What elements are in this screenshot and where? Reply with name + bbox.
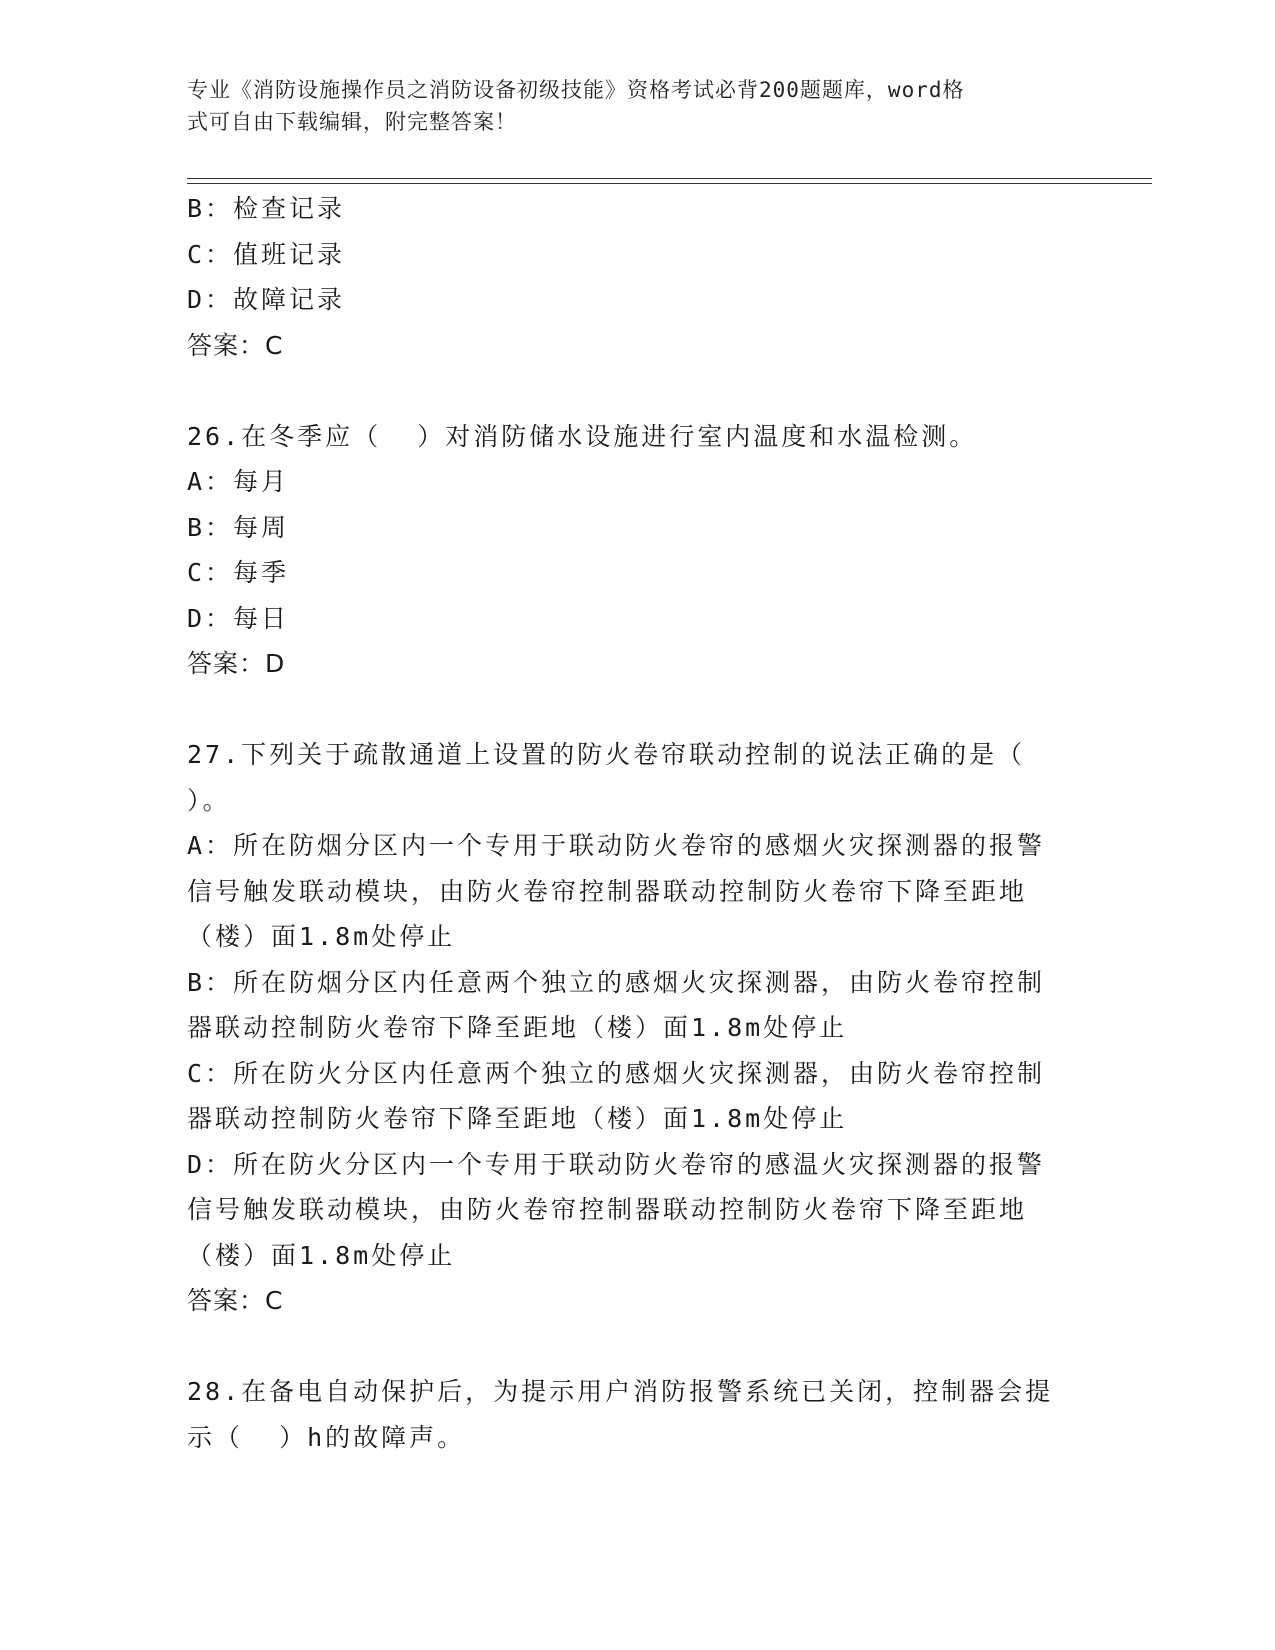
header-divider-top (187, 178, 1152, 179)
answer-line: 答案：C (187, 1286, 284, 1315)
option-c-line-2: 器联动控制防火卷帘下降至距地（楼）面1.8m处停止 (187, 1104, 848, 1133)
spacer (187, 1324, 1087, 1370)
option-d-line-2: 信号触发联动模块，由防火卷帘控制器联动控制防火卷帘下降至距地 (187, 1195, 1028, 1224)
option-c: C：每季 (187, 558, 290, 587)
option-d-line-1: D：所在防火分区内一个专用于联动防火卷帘的感温火灾探测器的报警 (187, 1149, 1046, 1179)
header-line-1: 专业《消防设施操作员之消防设备初级技能》资格考试必背200题题库，word格 (187, 78, 965, 102)
option-b-line-1: B：所在防烟分区内任意两个独立的感烟火灾探测器，由防火卷帘控制 (187, 967, 1046, 997)
question-text-line-1: 28.在备电自动保护后，为提示用户消防报警系统已关闭，控制器会提 (187, 1377, 1054, 1406)
spacer (187, 687, 1087, 733)
question-26 (187, 414, 1087, 687)
question-25-continued (187, 186, 1087, 368)
option-d: D：每日 (187, 603, 290, 633)
option-b: B：检查记录 (187, 194, 346, 223)
question-text-line-2: ）。 (187, 785, 231, 815)
option-c-line-1: C：所在防火分区内任意两个独立的感烟火灾探测器，由防火卷帘控制 (187, 1058, 1046, 1088)
document-header (187, 74, 1067, 138)
option-a-line-3: （楼）面1.8m处停止 (187, 922, 456, 951)
option-c: C：值班记录 (187, 239, 346, 269)
question-text-line-1: 27.下列关于疏散通道上设置的防火卷帘联动控制的说法正确的是（ (187, 740, 1026, 769)
question-text: 26.在冬季应（ ）对消防储水设施进行室内温度和水温检测。 (187, 421, 978, 451)
question-text-line-2: 示（ ）h的故障声。 (187, 1422, 466, 1452)
header-divider-bottom (187, 183, 1152, 184)
spacer (187, 368, 1087, 414)
header-line-2: 式可自由下载编辑，附完整答案！ (187, 110, 517, 134)
option-a-line-2: 信号触发联动模块，由防火卷帘控制器联动控制防火卷帘下降至距地 (187, 876, 1028, 906)
answer-line: 答案：D (187, 649, 286, 678)
option-a-line-1: A：所在防烟分区内一个专用于联动防火卷帘的感烟火灾探测器的报警 (187, 831, 1046, 860)
question-28 (187, 1369, 1087, 1460)
question-27 (187, 732, 1087, 1324)
option-b-line-2: 器联动控制防火卷帘下降至距地（楼）面1.8m处停止 (187, 1013, 848, 1042)
option-d-line-3: （楼）面1.8m处停止 (187, 1240, 456, 1270)
option-b: B：每周 (187, 512, 290, 542)
question-list (187, 186, 1087, 1460)
option-d: D：故障记录 (187, 285, 346, 314)
answer-line: 答案：C (187, 330, 284, 360)
option-a: A：每月 (187, 467, 290, 496)
